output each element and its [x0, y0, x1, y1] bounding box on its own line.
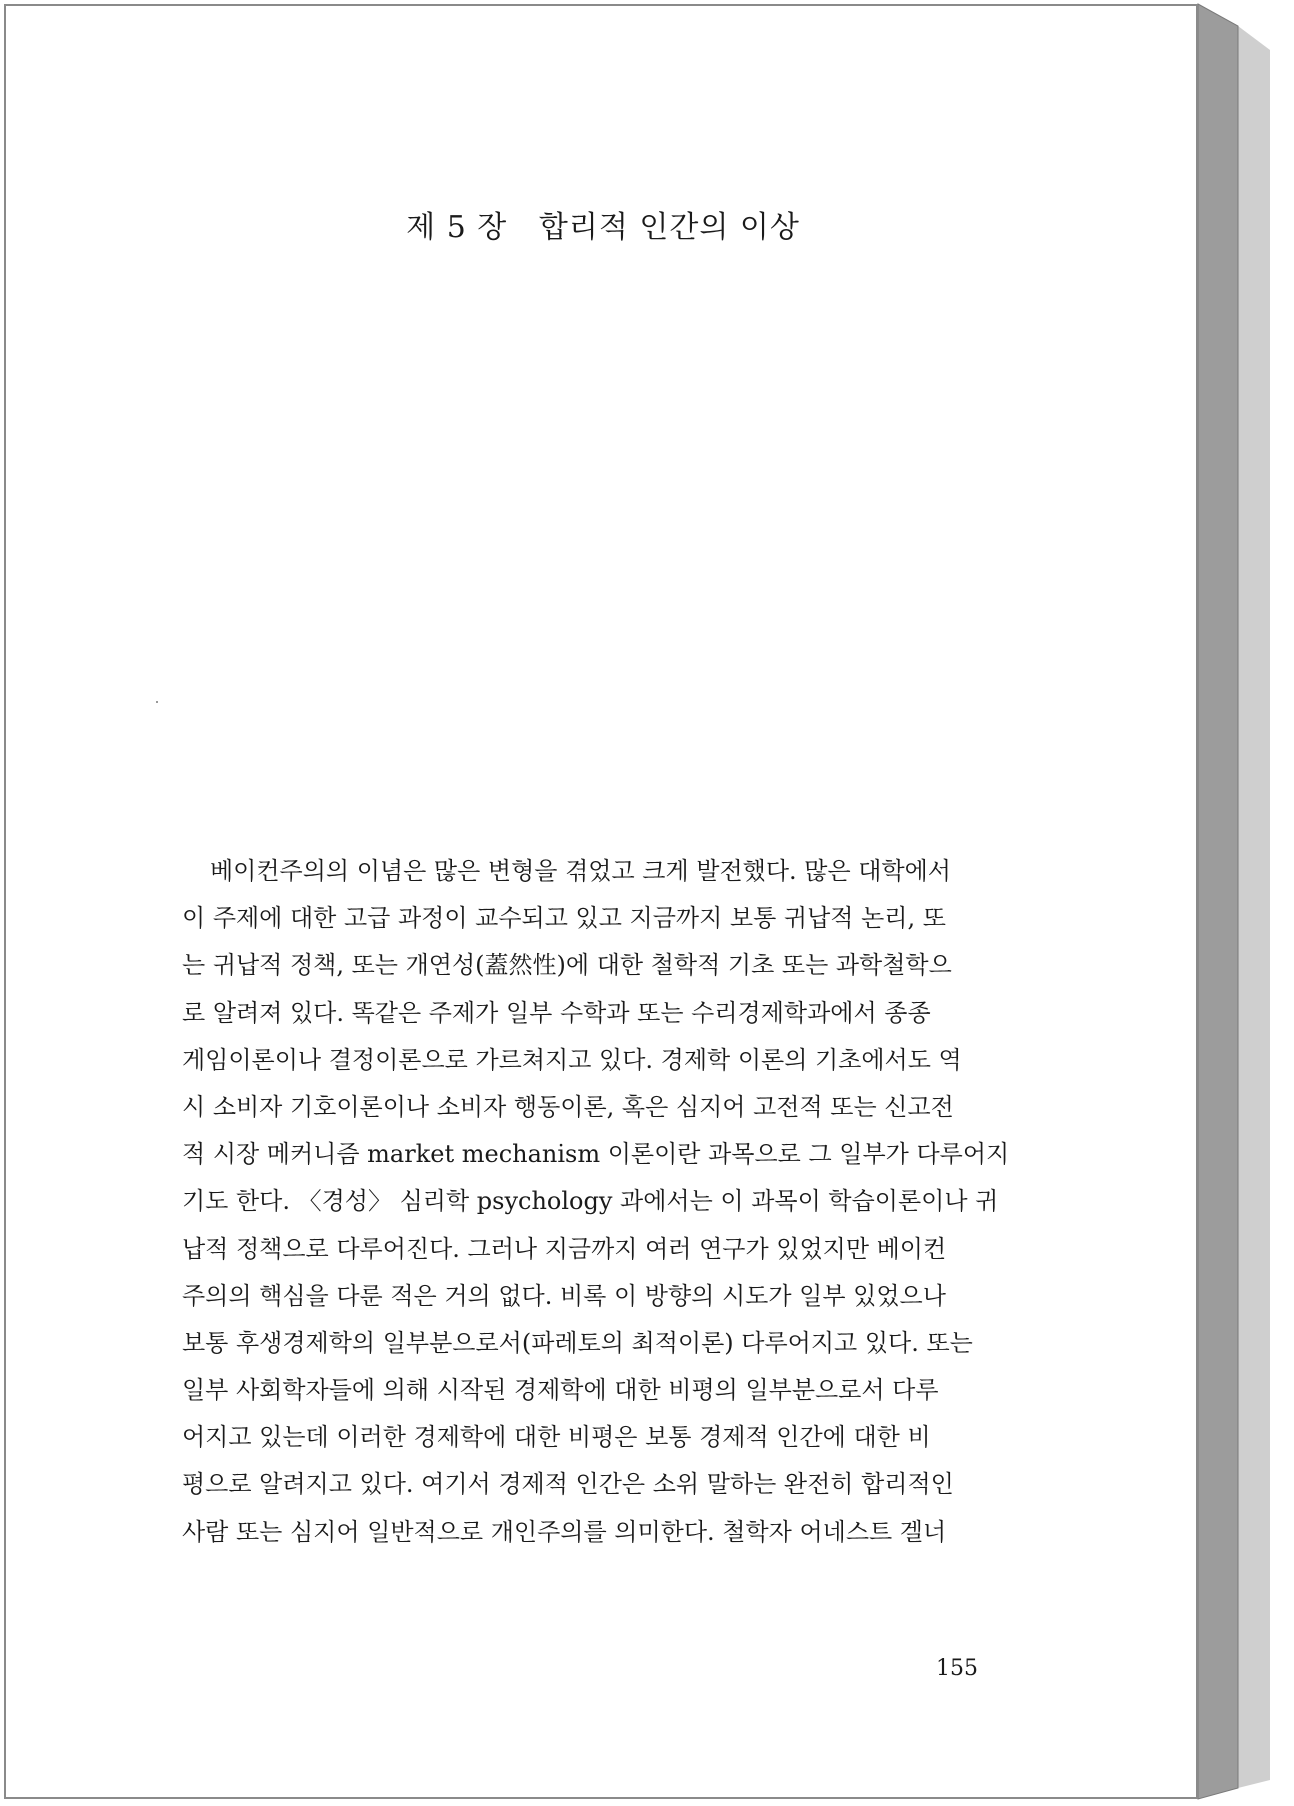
- body-line: 사람 또는 심지어 일반적으로 개인주의를 의미한다. 철학자 어네스트 겔너: [182, 1517, 947, 1546]
- body-line: 납적 정책으로 다루어진다. 그러나 지금까지 여러 연구가 있었지만 베이컨: [182, 1234, 947, 1263]
- scan-speck: [156, 701, 158, 703]
- body-line: 적 시장 메커니즘 market mechanism 이론이란 과목으로 그 일부가 다루어지: [182, 1140, 1010, 1169]
- body-line: 보통 후생경제학의 일부분으로서(파레토의 최적이론) 다루어지고 있다. 또는: [182, 1328, 973, 1357]
- body-line: 시 소비자 기호이론이나 소비자 행동이론, 혹은 심지어 고전적 또는 신고전: [182, 1092, 954, 1121]
- body-line: 기도 한다. 〈경성〉 심리학 psychology 과에서는 이 과목이 학습이론이나 귀: [182, 1187, 999, 1216]
- body-paragraph: [182, 848, 1032, 1556]
- body-line: 평으로 알려지고 있다. 여기서 경제적 인간은 소위 말하는 완전히 합리적인: [182, 1470, 954, 1499]
- body-line: 어지고 있는데 이러한 경제학에 대한 비평은 보통 경제적 인간에 대한 비: [182, 1423, 931, 1452]
- page-number: 155: [936, 1656, 978, 1681]
- book-page: [4, 4, 1198, 1799]
- chapter-title: 제 5 장 합리적 인간의 이상: [406, 210, 800, 245]
- body-line: 이 주제에 대한 고급 과정이 교수되고 있고 지금까지 보통 귀납적 논리, 또: [182, 904, 946, 933]
- body-line: 게임이론이나 결정이론으로 가르쳐지고 있다. 경제학 이론의 기초에서도 역: [182, 1045, 962, 1074]
- body-line: 일부 사회학자들에 의해 시작된 경제학에 대한 비평의 일부분으로서 다루: [182, 1376, 939, 1405]
- body-line: 주의의 핵심을 다룬 적은 거의 없다. 비록 이 방향의 시도가 일부 있었으나: [182, 1281, 946, 1310]
- body-line: 베이컨주의의 이념은 많은 변형을 겪었고 크게 발전했다. 많은 대학에서: [210, 857, 951, 885]
- body-line: 로 알려져 있다. 똑같은 주제가 일부 수학과 또는 수리경제학과에서 종종: [182, 998, 931, 1027]
- body-line: 는 귀납적 정책, 또는 개연성(蓋然性)에 대한 철학적 기초 또는 과학철학으: [182, 951, 952, 980]
